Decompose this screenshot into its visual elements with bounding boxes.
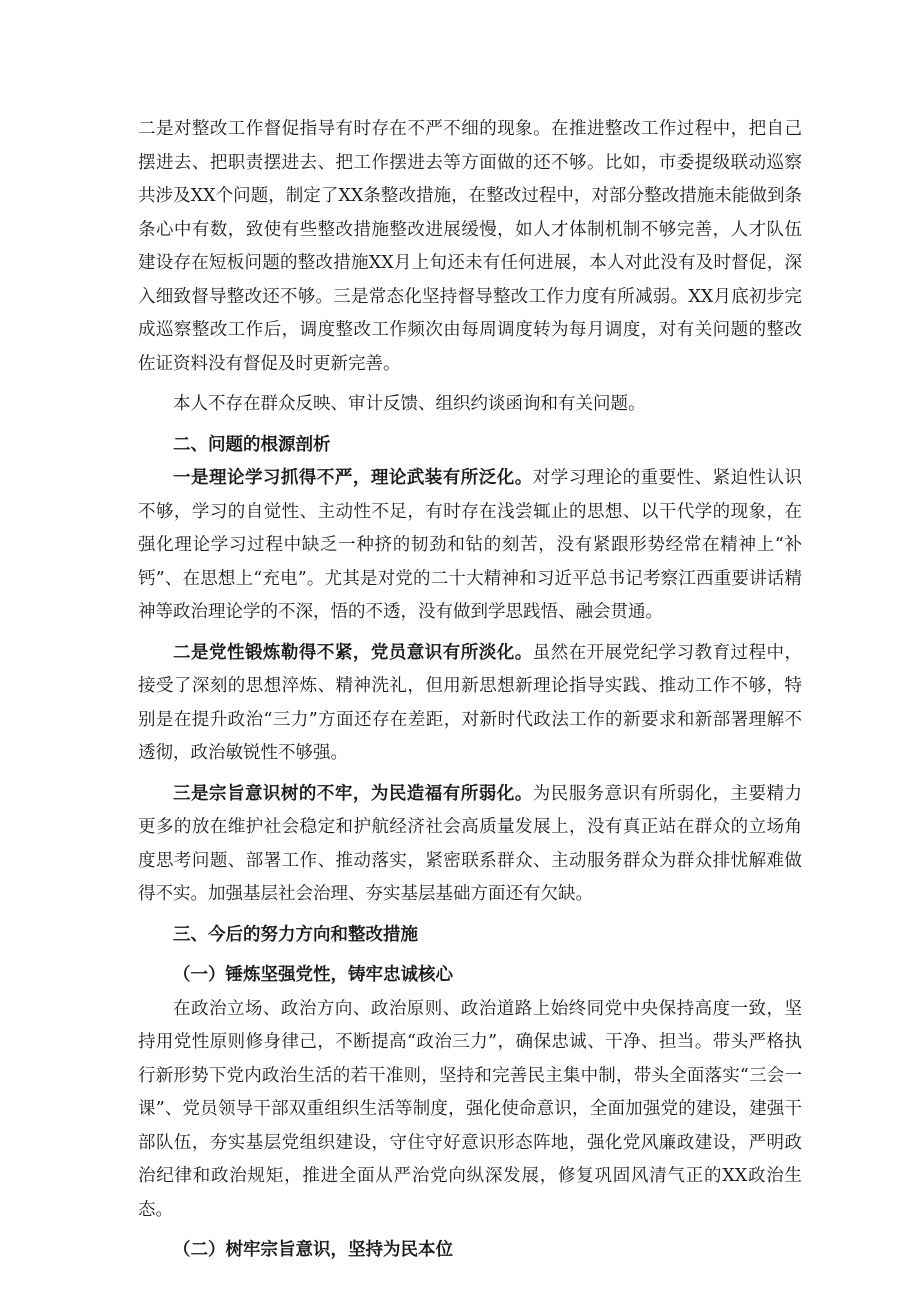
paragraph-purpose-awareness	[138, 778, 802, 912]
paragraph-party-spirit	[138, 637, 802, 771]
document-body	[138, 113, 802, 1268]
paragraph-body-purpose-awareness: 为民服务意识有所弱化，主要精力更多的放在维护社会稳定和护航经济社会高质量发展上，没有真正站在群众的立场角度思考问题、部署工作、推动落实，紧密联系群众、主动服务群众为群众排忧解难做得不实。加强基层社会治理、夯实基层基础方面还有欠缺。	[138, 783, 803, 904]
paragraph-rectification-supervision: 二是对整改工作督促指导有时存在不严不细的现象。在推进整改工作过程中，把自己摆进去、把职责摆进去、把工作摆进去等方面做的还不够。比如，市委提级联动巡察共涉及XX个问题，制定了XX条整改措施，在整改过程中，对部分整改措施未能做到条条心中有数，致使有些整改措施整改进展缓慢，如人才体制机制不够完善，人才队伍建设存在短板问题的整改措施XX月上旬还未有任何进展，本人对此没有及时督促，深入细致督导整改还不够。三是常态化坚持督导整改工作力度有所减弱。XX月底初步完成巡察整改工作后，调度整改工作频次由每周调度转为每月调度，对有关问题的整改佐证资料没有督促及时更新完善。	[138, 119, 802, 374]
section-heading-root-cause: 二、问题的根源剖析	[173, 434, 331, 455]
paragraph-no-other-issues: 本人不存在群众反映、审计反馈、组织约谈函询和有关问题。	[173, 394, 646, 414]
subsection-heading-party-spirit: （一）锤炼坚强党性，铸牢忠诚核心	[173, 965, 453, 985]
paragraph-lead-purpose-awareness: 三是宗旨意识树的不牢，为民造福有所弱化。	[173, 783, 533, 804]
paragraph-lead-party-spirit: 二是党性锻炼勒得不紧，党员意识有所淡化。	[173, 642, 533, 663]
paragraph-lead-theory-study: 一是理论学习抓得不严，理论武装有所泛化。	[173, 468, 533, 488]
subsection-heading-people-first: （二）树牢宗旨意识，坚持为民本位	[173, 1240, 453, 1260]
paragraph-body-party-spirit: 虽然在开展党纪学习教育过程中，接受了深刻的思想淬炼、精神洗礼，但用新思想新理论指导实践、推动工作不够，特别是在提升政治“三力”方面还存在差距，对新时代政法工作的新要求和新部署理解不透彻，政治敏锐性不够强。	[138, 642, 803, 763]
paragraph-theory-study	[138, 462, 802, 630]
section-heading-future-measures: 三、今后的努力方向和整改措施	[173, 924, 418, 945]
paragraph-body-theory-study: 对学习理论的重要性、紧迫性认识不够，学习的自觉性、主动性不足，有时存在浅尝辄止的思想、以干代学的现象，在强化理论学习过程中缺乏一种挤的韧劲和钻的刻苦，没有紧跟形势经常在精神上“补钙”、在思想上“充电”。尤其是对党的二十大精神和习近平总书记考察江西重要讲话精神等政治理论学的不深，悟的不透，没有做到学思践悟、融会贯通。	[138, 468, 803, 622]
paragraph-political-stance: 在政治立场、政治方向、政治原则、政治道路上始终同党中央保持高度一致，坚持用党性原则修身律己，不断提高“政治三力”，确保忠诚、干净、担当。带头严格执行新形势下党内政治生活的若干准则，坚持和完善民主集中制，带头全面落实“三会一课”、党员领导干部双重组织生活等制度，强化使命意识，全面加强党的建设，建强干部队伍，夯实基层党组织建设，守住守好意识形态阵地，强化党风廉政建设，严明政治纪律和政治规矩，推进全面从严治党向纵深发展，修复巩固风清气正的XX政治生态。	[138, 998, 802, 1220]
